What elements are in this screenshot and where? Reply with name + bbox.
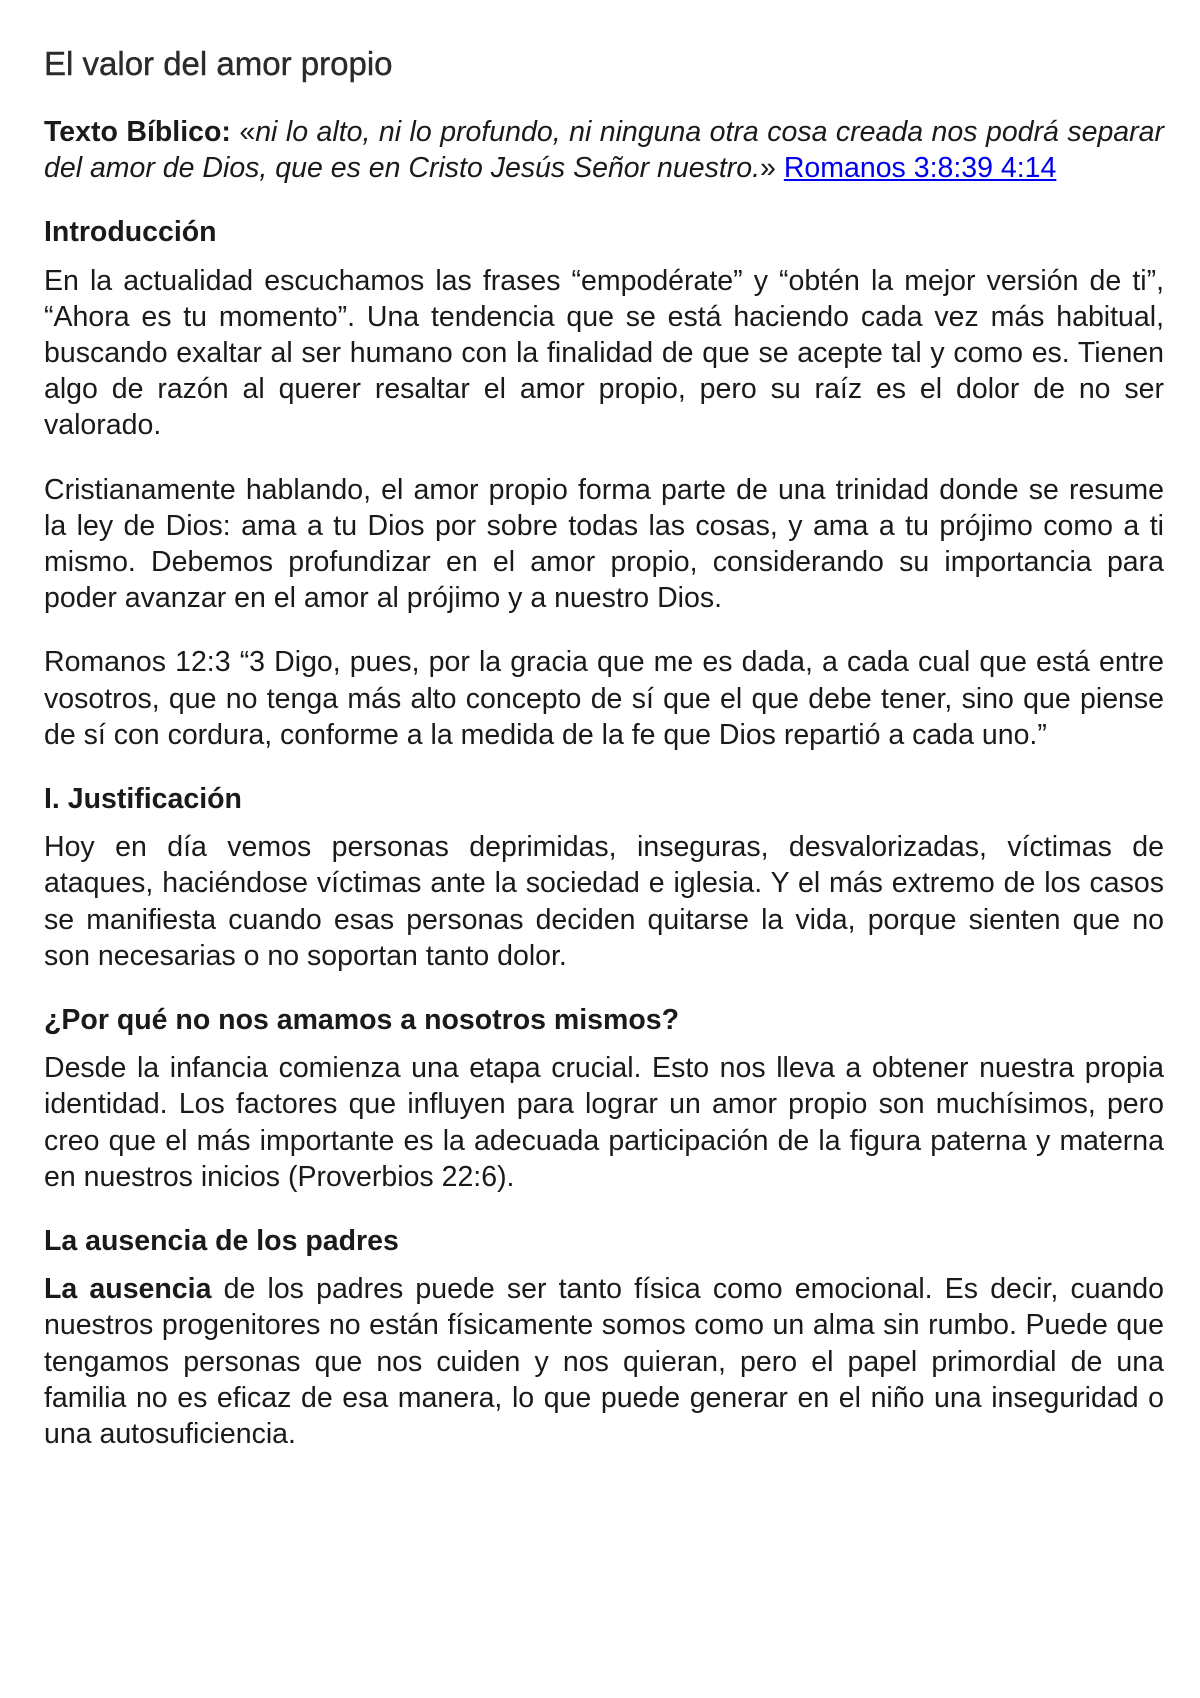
bible-reference-link[interactable]: Romanos 3:8:39 4:14 xyxy=(783,152,1057,185)
justification-paragraph: Hoy en día vemos personas deprimidas, inseguras, desvalorizadas, víctimas de ataques, haciéndose víctimas ante la sociedad e iglesia. Y el más extremo de los casos se manifiesta cuando esas personas deciden quitarse la vida, porque sienten que no son necesarias o no soportan tanto dolor. xyxy=(44,831,1164,972)
close-quote: » xyxy=(760,152,784,185)
bible-text-label: Texto Bíblico: xyxy=(44,116,231,148)
why-heading: ¿Por qué no nos amamos a nosotros mismos? xyxy=(44,1004,680,1037)
justification-heading: I. Justificación xyxy=(44,783,242,816)
absence-heading: La ausencia de los padres xyxy=(44,1225,399,1258)
intro-paragraph-3: Romanos 12:3 “3 Digo, pues, por la gracia que me es dada, a cada cual que está entre vosotros, que no tenga más alto concepto de sí que el que debe tener, sino que piense de sí con cordura, conforme a la medida de la fe que Dios repartió a cada uno.” xyxy=(44,646,1164,751)
absence-body: de los padres puede ser tanto física como emocional. Es decir, cuando nuestros progenitores no están físicamente somos como un alma sin rumbo. Puede que tengamos personas que nos cuiden y nos quieran, pero el papel primordial de una familia no es eficaz de esa manera, lo que puede generar en el niño una inseguridad o una autosuficiencia. xyxy=(44,1273,1164,1451)
document-page xyxy=(44,42,1164,1452)
open-quote: « xyxy=(230,116,256,148)
document-title: El valor del amor propio xyxy=(44,45,393,82)
bible-text-paragraph xyxy=(44,114,1164,186)
absence-lead: La ausencia xyxy=(44,1273,212,1306)
intro-paragraph-2: Cristianamente hablando, el amor propio forma parte de una trinidad donde se resume la ley de Dios: ama a tu Dios por sobre todas las cosas, y ama a tu prójimo como a ti mismo. Debemos profundizar en el amor propio, considerando su importancia para poder avanzar en el amor al prójimo y a nuestro Dios. xyxy=(44,473,1164,615)
bible-quote: ni lo alto, ni lo profundo, ni ninguna otra cosa creada nos podrá separar del amor de Dios, que es en Cristo Jesús Señor nuestro. xyxy=(44,116,1164,185)
absence-paragraph xyxy=(44,1271,1164,1452)
intro-heading: Introducción xyxy=(44,216,217,249)
why-paragraph: Desde la infancia comienza una etapa crucial. Esto nos lleva a obtener nuestra propia identidad. Los factores que influyen para lograr un amor propio son muchísimos, pero creo que el más importante es la adecuada participación de la figura paterna y materna en nuestros inicios (Proverbios 22:6). xyxy=(44,1052,1164,1193)
intro-paragraph-1: En la actualidad escuchamos las frases “empodérate” y “obtén la mejor versión de ti”, “Ahora es tu momento”. Una tendencia que se está haciendo cada vez más habitual, buscando exaltar al ser humano con la finalidad de que se acepte tal y como es. Tienen algo de razón al querer resaltar el amor propio, pero su raíz es el dolor de no ser valorado. xyxy=(44,264,1164,442)
